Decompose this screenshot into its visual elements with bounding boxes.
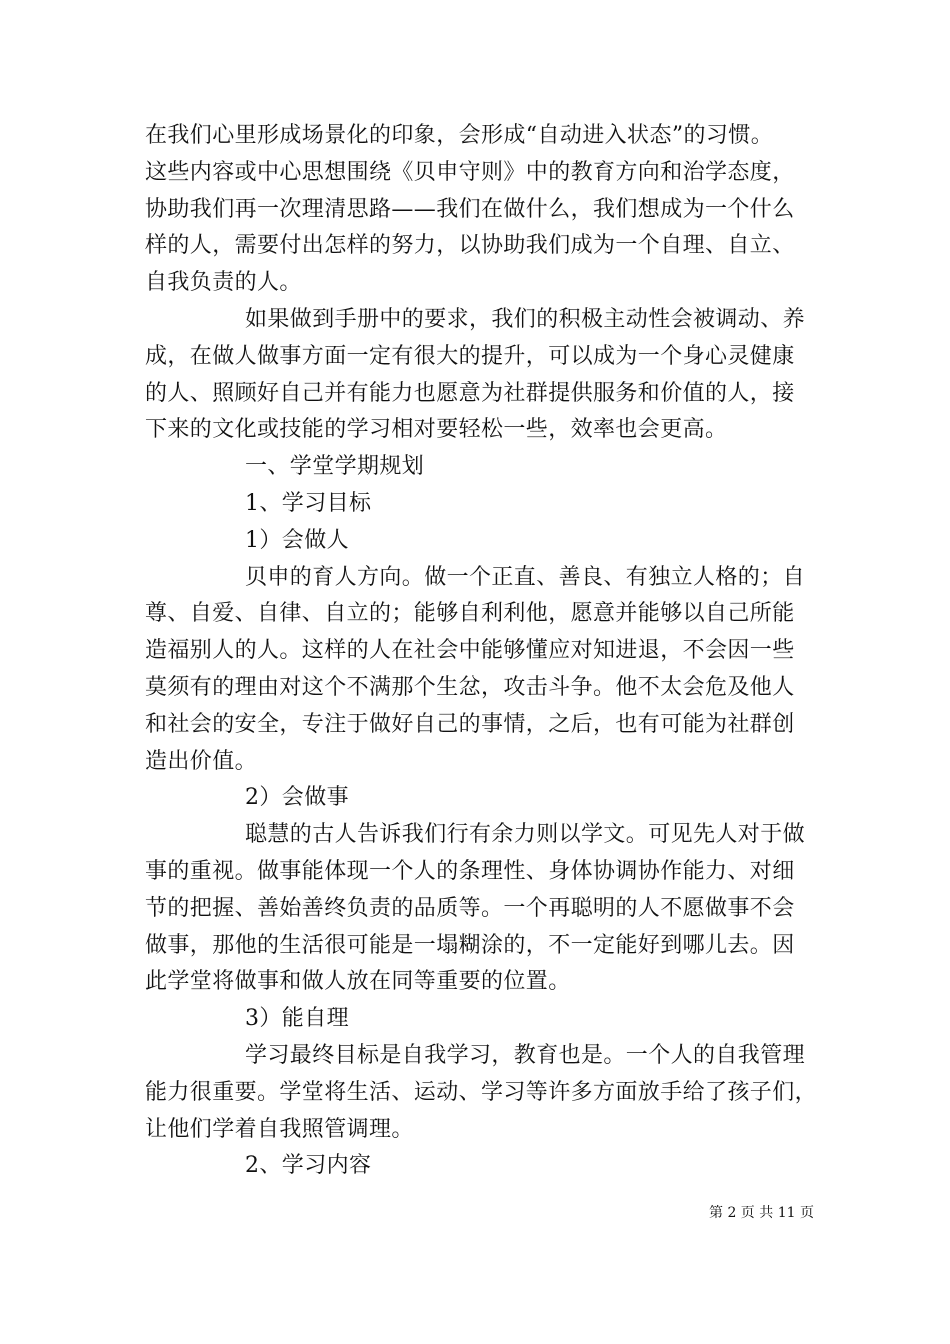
paragraph-start-line: 聪慧的古人告诉我们行有余力则以学文。可见先人对于做: [245, 822, 806, 848]
document-body: [145, 118, 818, 1185]
text-line: 这些内容或中心思想围绕《贝申守则》中的教育方向和治学态度，: [145, 159, 795, 185]
text-line: 协助我们再一次理清思路——我们在做什么，我们想成为一个什么: [145, 196, 795, 222]
text-line: 成，在做人做事方面一定有很大的提升，可以成为一个身心灵健康: [145, 343, 795, 369]
text-line: 此学堂将做事和做人放在同等重要的位置。: [145, 969, 571, 995]
text-line: 在我们心里形成场景化的印象，会形成“自动进入状态”的习惯。: [145, 123, 774, 148]
item-heading: 3）能自理: [245, 1006, 349, 1032]
text-line: 能力很重要。学堂将生活、运动、学习等许多方面放手给了孩子们，: [145, 1079, 818, 1105]
text-line: 和社会的安全，专注于做好自己的事情，之后，也有可能为社群创: [145, 711, 795, 737]
text-line: 下来的文化或技能的学习相对要轻松一些，效率也会更高。: [145, 417, 728, 443]
text-line: 让他们学着自我照管调理。: [145, 1116, 414, 1142]
text-line: 事的重视。做事能体现一个人的条理性、身体协调协作能力、对细: [145, 858, 795, 884]
text-line: 造出价值。: [145, 748, 258, 774]
text-line: 样的人，需要付出怎样的努力，以协助我们成为一个自理、自立、: [145, 233, 795, 259]
text-line: 节的把握、善始善终负责的品质等。一个再聪明的人不愿做事不会: [145, 895, 795, 921]
text-line: 做事，那他的生活很可能是一塌糊涂的，不一定能好到哪儿去。因: [145, 932, 795, 958]
subsection-heading: 2、学习内容: [245, 1153, 372, 1179]
paragraph-start-line: 如果做到手册中的要求，我们的积极主动性会被调动、养: [245, 306, 806, 332]
text-line: 自我负责的人。: [145, 270, 302, 296]
section-heading: 一、学堂学期规划: [245, 454, 425, 480]
text-line: 的人、照顾好自己并有能力也愿意为社群提供服务和价值的人，接: [145, 380, 795, 406]
page-number-footer: 第 2 页 共 11 页: [709, 1205, 814, 1221]
item-heading: 2）会做事: [245, 785, 349, 811]
item-heading: 1）会做人: [245, 527, 349, 553]
subsection-heading: 1、学习目标: [245, 490, 372, 516]
paragraph-start-line: 学习最终目标是自我学习，教育也是。一个人的自我管理: [245, 1042, 806, 1068]
text-line: 莫须有的理由对这个不满那个生忿，攻击斗争。他不太会危及他人: [145, 674, 795, 700]
text-line: 造福别人的人。这样的人在社会中能够懂应对知进退，不会因一些: [145, 638, 795, 664]
text-line: 尊、自爱、自律、自立的；能够自利利他，愿意并能够以自己所能: [145, 601, 795, 627]
paragraph-start-line: 贝申的育人方向。做一个正直、善良、有独立人格的；自: [245, 564, 806, 590]
